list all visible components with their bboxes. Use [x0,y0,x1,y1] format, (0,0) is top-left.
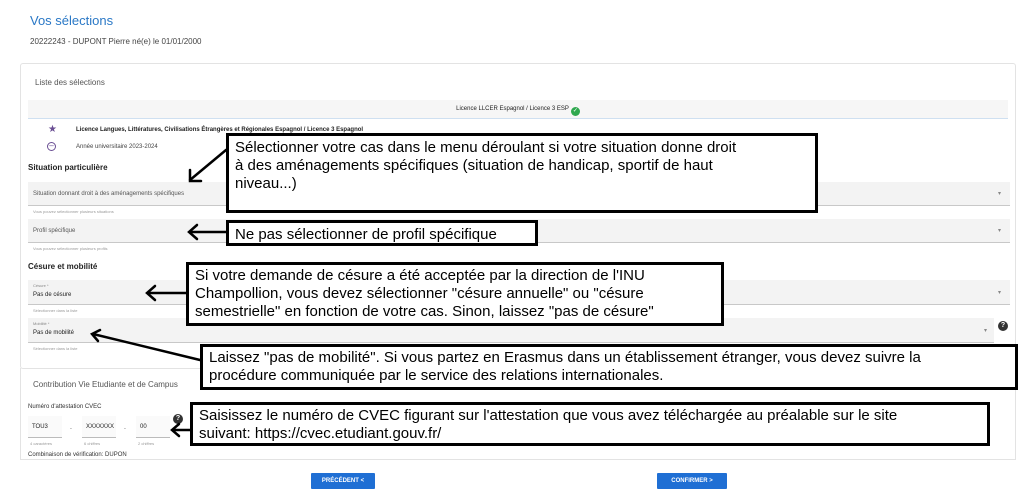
mobilite-value: Pas de mobilité [33,330,75,336]
student-info: 20222243 - DUPONT Pierre né(e) le 01/01/2000 [30,37,202,46]
callout-line: niveau...) [235,175,297,192]
cesure-value: Pas de césure [33,292,72,298]
callout-profil [226,220,538,246]
chevron-down-icon[interactable]: ▾ [998,191,1002,197]
profil-hint: Vous pouvez sélectionner plusieurs profils [33,246,108,251]
help-icon[interactable]: ? [173,414,183,424]
mobilite-label: Mobilité * [33,321,50,326]
cvec-part3-hint: 2 chiffres [138,441,155,446]
callout-arrow-4 [93,334,200,360]
callout-line: suivant: https://cvec.etudiant.gouv.fr/ [199,425,442,442]
callout-cvec [190,402,990,446]
callout-mobilite [200,344,1018,390]
list-title: Liste des sélections [35,78,105,87]
tab-label-text: Licence LLCER Espagnol / Licence 3 ESP [456,106,569,112]
cvec-part2-input[interactable]: XXXXXXX [82,416,116,438]
cesure-label: Césure * [33,283,49,288]
star-icon: ★ [48,124,57,135]
cvec-part1-hint: 4 caractères [30,441,53,446]
situation-heading: Situation particulière [28,163,108,172]
cvec-combo: Combinaison de vérification: DUPON [28,452,127,458]
amenagements-placeholder: Situation donnant droit à des aménagements spécifiques [33,191,185,197]
cvec-part3-input[interactable]: 00 [136,416,170,438]
check-icon: ✓ [572,108,578,114]
profil-placeholder: Profil spécifique [33,228,76,234]
mobilite-hint: Sélectionner dans la liste [33,346,78,351]
callout-line: à des aménagements spécifiques (situation de handicap, sportif de haut [235,157,713,174]
page-title: Vos sélections [30,13,114,28]
confirm-button[interactable]: CONFIRMER > [657,473,727,489]
callout-situation [226,133,818,213]
callout-cesure [186,262,724,326]
amenagements-hint: Vous pouvez sélectionner plusieurs situations [33,209,114,214]
callout-line: Sélectionner votre cas dans le menu déroulant si votre situation donne droit [235,139,737,156]
help-icon[interactable]: ? [998,321,1008,331]
callout-line: Laissez "pas de mobilité". Si vous partez en Erasmus dans un établissement étranger, vous devez suivre la [209,349,921,366]
separator: . [70,424,72,431]
minus-circle-icon[interactable]: – [47,142,56,151]
callout-line: Si votre demande de césure a été acceptée par la direction de l'INU [195,267,645,284]
cvec-part1-input[interactable]: TOU3 [28,416,62,438]
callout-line: Champollion, vous devez sélectionner "césure annuelle" ou "césure [195,285,644,302]
chevron-down-icon[interactable]: ▾ [984,328,988,334]
year-label: Année universitaire 2023-2024 [76,144,158,150]
program-title: Licence Langues, Littératures, Civilisations Étrangères et Régionales Espagnol / Licence 3 Espagnol [76,127,364,133]
separator: . [124,424,126,431]
cvec-part2-hint: 6 chiffres [84,441,101,446]
cesure-hint: Sélectionner dans la liste [33,308,78,313]
chevron-down-icon[interactable]: ▾ [998,228,1002,234]
callout-arrow-1 [190,150,226,180]
callout-line: semestrielle" en fonction de votre cas. Sinon, laissez "pas de césure" [195,303,654,320]
chevron-down-icon[interactable]: ▾ [998,290,1002,296]
callout-line: Saisissez le numéro de CVEC figurant sur l'attestation que vous avez téléchargée au préalable sur le site [199,407,898,424]
cvec-number-label: Numéro d'attestation CVEC [28,404,102,410]
callout-line: Ne pas sélectionner de profil spécifique [235,226,497,243]
cesure-heading: Césure et mobilité [28,262,98,271]
previous-button[interactable]: PRÉCÉDENT < [311,473,375,489]
cvec-heading: Contribution Vie Etudiante et de Campus [33,380,178,389]
callout-line: procédure communiquée par le service des relations internationales. [209,367,664,384]
